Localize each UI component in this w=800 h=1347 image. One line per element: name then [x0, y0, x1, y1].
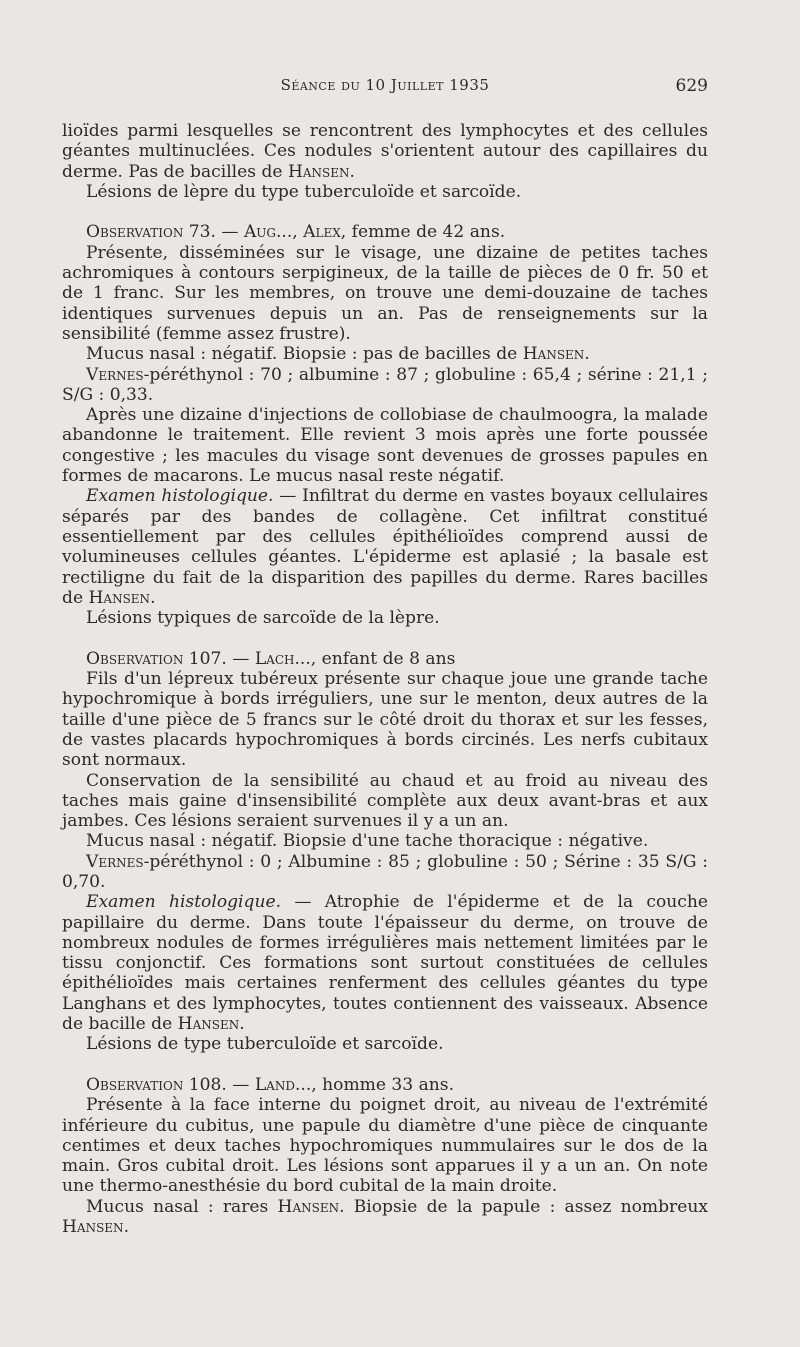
paragraph: Mucus nasal : rares Hansen. Biopsie de la papule : assez nombreux Hansen.: [62, 1196, 708, 1238]
paragraph: Mucus nasal : négatif. Biopsie : pas de bacilles de Hansen.: [86, 344, 590, 365]
paragraph: Présente, disséminées sur le visage, une dizaine de petites taches achromiques à contours serpigineux, de la taille de pièces de 0 fr. 50 et de 1 franc. Sur les membres, on trouve une demi-douzaine de taches identiques survenues depuis un an. Pas de renseignements sur la sensibilité (femme assez frustre).: [62, 242, 708, 344]
paragraph: Mucus nasal : négatif. Biopsie d'une tache thoracique : négative.: [86, 831, 649, 852]
paragraph: Conservation de la sensibilité au chaud et au froid au niveau des taches mais gaine d'insensibilité complète aux deux avant-bras et aux jambes. Ces lésions seraient survenues il y a un an.: [62, 770, 708, 832]
observation-heading: Observation 107. — Lach..., enfant de 8 ans: [86, 648, 456, 669]
paragraph: Présente à la face interne du poignet droit, au niveau de l'extrémité inférieure du cubitus, une papule du diamètre d'une pièce de cinquante centimes et deux taches hypochromiques nummulaires sur le dos de la main. Gros cubital droit. Les lésions sont apparues il y a un an. On note une thermo-anesthésie du bord cubital de la main droite.: [62, 1095, 708, 1197]
paragraph: Lésions de lèpre du type tuberculoïde et sarcoïde.: [86, 181, 522, 202]
page-number: 629: [675, 76, 708, 96]
paragraph: Vernes-péréthynol : 0 ; Albumine : 85 ; globuline : 50 ; Sérine : 35 S/G : 0,70.: [62, 851, 708, 892]
paragraph: Lésions de type tuberculoïde et sarcoïde.: [86, 1034, 444, 1055]
observation-heading: Observation 73. — Aug..., Alex, femme de 42 ans.: [86, 222, 506, 243]
paragraph: Après une dizaine d'injections de collobiase de chaulmoogra, la malade abandonne le traitement. Elle revient 3 mois après une forte poussée congestive ; les macules du visage sont devenues de grosses papules en formes de macarons. Le mucus nasal reste négatif.: [62, 405, 708, 487]
running-title: Séance du 10 Juillet 1935: [280, 76, 490, 94]
paragraph: Fils d'un lépreux tubéreux présente sur chaque joue une grande tache hypochromique à bords irréguliers, une sur le menton, deux autres de la taille d'une pièce de 5 francs sur le côté droit du thorax et sur les fesses, de vastes placards hypochromiques à bords circinés. Les nerfs cubitaux sont normaux.: [62, 669, 708, 771]
paragraph: Vernes-péréthynol : 70 ; albumine : 87 ; globuline : 65,4 ; sérine : 21,1 ; S/G : 0,33.: [62, 364, 708, 405]
paragraph: Examen histologique. — Infiltrat du derme en vastes boyaux cellulaires séparés par des bandes de collagène. Cet infiltrat constitué essentiellement par des cellules épithélioïdes comprend aussi de volumineuses cellules géantes. L'épiderme est aplasié ; la basale est rectiligne du fait de la disparition des papilles du derme. Rares bacilles de Hansen.: [62, 486, 709, 608]
body-text: [62, 121, 708, 1237]
paragraph: lioïdes parmi lesquelles se rencontrent des lymphocytes et des cellules géantes multinuclées. Ces nodules s'orientent autour des capillaires du derme. Pas de bacilles de Hansen.: [62, 121, 708, 182]
paragraph: Lésions typiques de sarcoïde de la lèpre.: [86, 608, 440, 629]
page-header: [60, 76, 710, 102]
paragraph: Examen histologique. — Atrophie de l'épiderme et de la couche papillaire du derme. Dans toute l'épaisseur du derme, on trouve de nombreux nodules de formes irrégulières mais nettement limitées par le tissu conjonctif. Ces formations sont surtout constituées de cellules épithélioïdes mais certaines renferment des cellules géantes du type Langhans et des lymphocytes, toutes contiennent des vaisseaux. Absence de bacille de Hansen.: [62, 892, 708, 1035]
observation-heading: Observation 108. — Land..., homme 33 ans.: [86, 1074, 454, 1095]
